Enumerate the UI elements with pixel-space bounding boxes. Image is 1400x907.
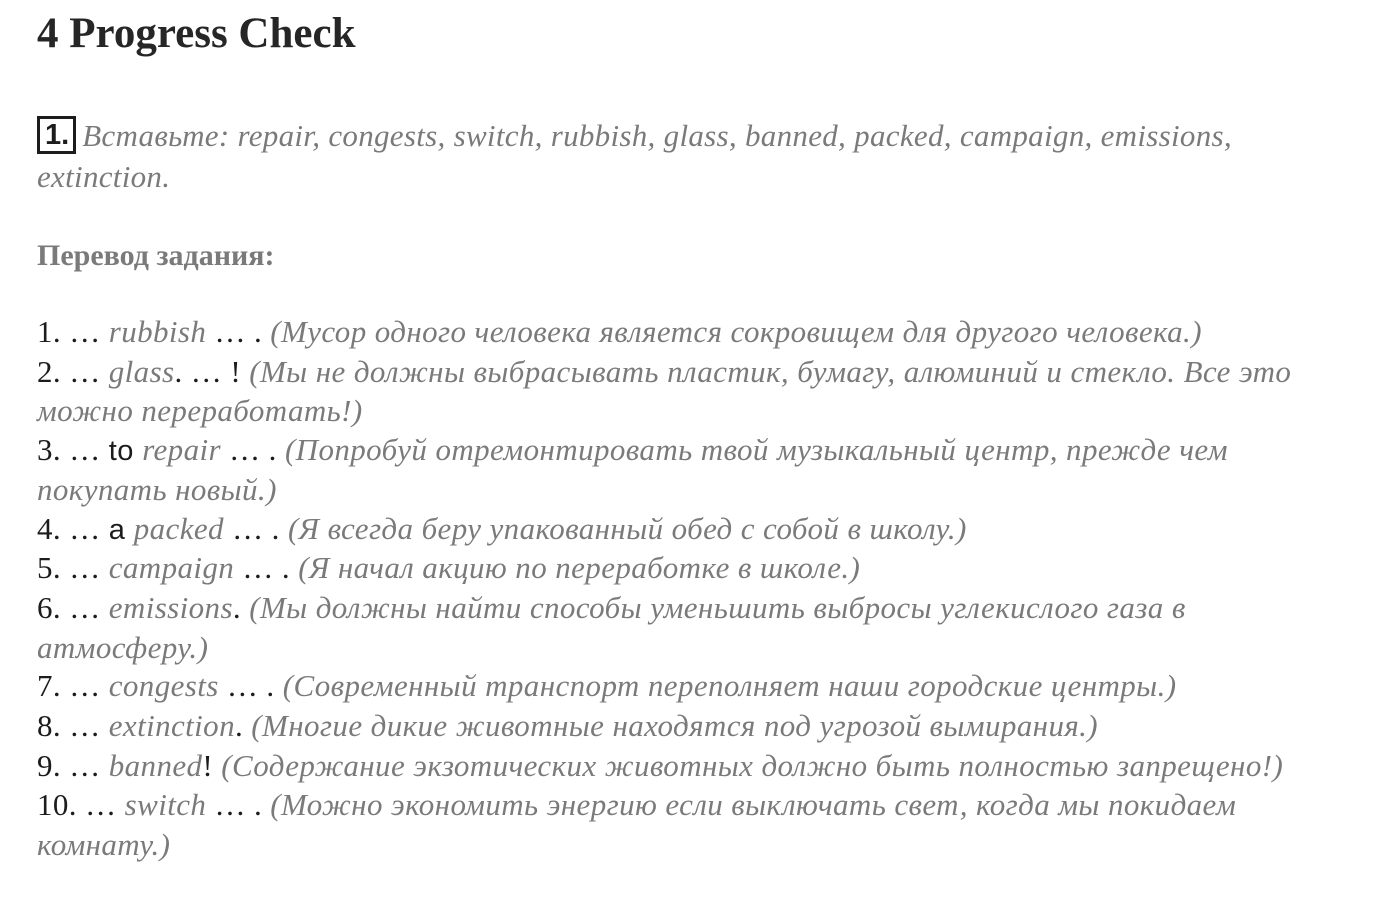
answer-number: 9. … bbox=[37, 747, 109, 783]
answer-ellipsis: . bbox=[232, 589, 250, 625]
answer-number: 1. … bbox=[37, 314, 109, 349]
answer-item bbox=[37, 510, 1357, 550]
answer-ellipsis: … . bbox=[206, 314, 271, 349]
answer-number: 2. … bbox=[37, 353, 109, 389]
answer-item bbox=[37, 589, 1357, 667]
answer-translation: (Можно экономить энергию если выключать свет, когда мы покидаем комнату.) bbox=[37, 787, 1237, 863]
answer-word: campaign bbox=[108, 550, 235, 586]
answer-word: repair bbox=[142, 432, 221, 468]
answer-word: packed bbox=[133, 510, 224, 546]
answer-number: 6. … bbox=[37, 589, 109, 625]
answer-ellipsis: . … ! bbox=[174, 353, 250, 389]
task-text: Вставьте: repair, congests, switch, rubbish, glass, banned, packed, campaign, emissions, extinction. bbox=[37, 118, 1232, 194]
answer-translation: (Мы должны найти способы уменьшить выбросы углекислого газа в атмосферу.) bbox=[37, 589, 1186, 665]
answer-list bbox=[37, 313, 1357, 865]
answer-item bbox=[37, 313, 1357, 353]
answer-translation: (Мусор одного человека является сокровищем для другого человека.) bbox=[270, 314, 1202, 349]
answer-translation: (Попробуй отремонтировать твой музыкальный центр, прежде чем покупать новый.) bbox=[37, 432, 1228, 507]
answer-translation: (Содержание экзотических животных должно быть полностью запрещено!) bbox=[221, 747, 1284, 783]
task-number-badge: 1. bbox=[37, 116, 76, 154]
answer-connector: to bbox=[108, 435, 143, 468]
answer-item bbox=[37, 707, 1357, 747]
answer-number: 5. … bbox=[37, 550, 109, 586]
answer-number: 7. … bbox=[37, 668, 109, 704]
answer-word: emissions bbox=[108, 589, 233, 625]
answer-word: switch bbox=[124, 787, 207, 823]
answer-translation: (Многие дикие животные находятся под угрозой вымирания.) bbox=[251, 708, 1099, 744]
answer-ellipsis: . bbox=[234, 708, 252, 744]
answer-ellipsis: ! bbox=[202, 747, 222, 783]
answer-word: banned bbox=[108, 747, 203, 783]
translation-heading: Перевод задания: bbox=[37, 239, 275, 272]
answer-number: 8. … bbox=[37, 708, 109, 744]
answer-ellipsis: … . bbox=[220, 432, 285, 468]
answer-translation: (Я всегда беру упакованный обед с собой в школу.) bbox=[287, 510, 967, 546]
page-title: 4 Progress Check bbox=[37, 10, 356, 57]
answer-number: 10. … bbox=[37, 787, 125, 823]
answer-ellipsis: … . bbox=[218, 668, 283, 704]
answer-item bbox=[37, 431, 1357, 509]
answer-number: 4. … bbox=[37, 510, 109, 546]
answer-word: rubbish bbox=[108, 314, 207, 349]
answer-item bbox=[37, 549, 1357, 589]
answer-word: extinction bbox=[108, 708, 235, 744]
answer-item bbox=[37, 747, 1357, 787]
answer-word: glass bbox=[108, 353, 175, 389]
answer-translation: (Мы не должны выбрасывать пластик, бумагу, алюминий и стекло. Все это можно переработать!) bbox=[37, 353, 1292, 429]
answer-translation: (Я начал акцию по переработке в школе.) bbox=[298, 550, 861, 586]
answer-connector: a bbox=[108, 513, 134, 546]
answer-ellipsis: … . bbox=[223, 510, 288, 546]
answer-item bbox=[37, 353, 1357, 431]
answer-number: 3. … bbox=[37, 432, 109, 468]
task-instruction bbox=[37, 115, 1357, 197]
answer-translation: (Современный транспорт переполняет наши городские центры.) bbox=[282, 668, 1177, 704]
answer-word: congests bbox=[108, 668, 219, 704]
answer-item bbox=[37, 667, 1357, 707]
answer-item bbox=[37, 786, 1357, 864]
answer-ellipsis: … . bbox=[206, 787, 271, 823]
answer-ellipsis: … . bbox=[234, 550, 299, 586]
